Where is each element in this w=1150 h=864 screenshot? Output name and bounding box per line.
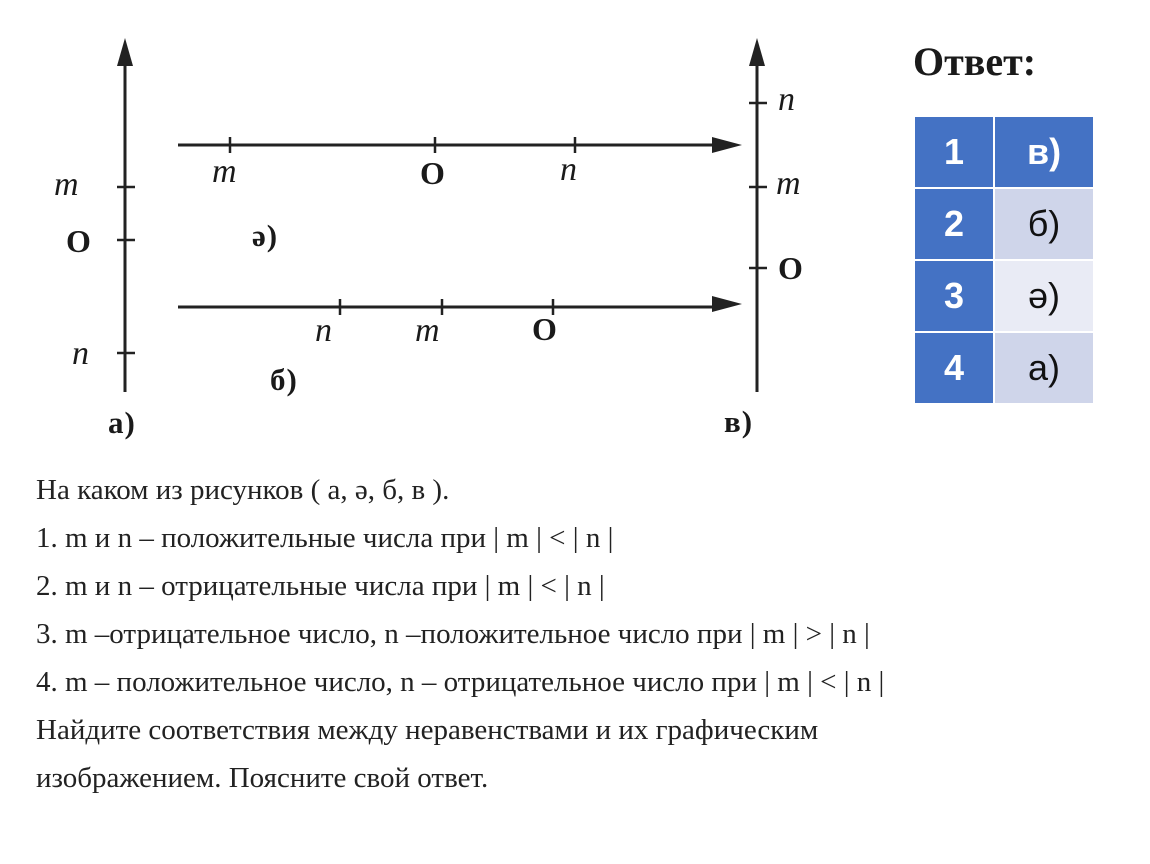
axis-a-arrow: [117, 38, 133, 66]
axis-v: [724, 38, 803, 439]
axis-v-label-n: n: [778, 81, 795, 118]
axis-schwa-caption: ә): [252, 218, 279, 253]
answer-table: [913, 115, 1095, 405]
axis-a-caption: а): [108, 405, 136, 440]
axis-schwa-arrow: [712, 137, 742, 153]
answer-row-number: 1: [914, 116, 994, 188]
answer-row-number: 2: [914, 188, 994, 260]
axis-a: [54, 38, 136, 440]
axis-v-label-m: m: [776, 165, 801, 202]
axis-schwa-label-m: m: [212, 153, 237, 190]
axis-b: [178, 296, 742, 397]
task-line: 2. m и n – отрицательные числа при | m | < | n |: [36, 570, 605, 602]
axis-b-label-0: O: [532, 311, 557, 347]
answer-row-value: б): [994, 188, 1094, 260]
answer-row-value: в): [994, 116, 1094, 188]
axis-schwa-label-0: O: [420, 155, 445, 191]
axis-v-label-0: O: [778, 250, 803, 286]
axis-b-arrow: [712, 296, 742, 312]
axis-b-label-m: m: [415, 312, 440, 349]
task-line: Найдите соответствия между неравенствами и их графическим: [36, 714, 819, 746]
task-line: 4. m – положительное число, n – отрицательное число при | m | < | n |: [36, 666, 885, 698]
axis-schwa: [178, 137, 742, 253]
task-line: 3. m –отрицательное число, n –положительное число при | m | > | n |: [36, 618, 870, 650]
axis-schwa-label-n: n: [560, 151, 577, 188]
task-line: На каком из рисунков ( а, ә, б, в ).: [36, 474, 450, 506]
number-lines-figure: [0, 0, 860, 450]
axis-v-arrow: [749, 38, 765, 66]
answer-row: [914, 188, 1094, 260]
axis-a-label-n: n: [72, 335, 89, 372]
answer-row: [914, 260, 1094, 332]
answer-row-value: а): [994, 332, 1094, 404]
answer-title: Ответ:: [913, 39, 1037, 84]
answer-row-value: ә): [994, 260, 1094, 332]
task-line: 1. m и n – положительные числа при | m | < | n |: [36, 522, 614, 554]
answer-row: [914, 332, 1094, 404]
answer-row: [914, 116, 1094, 188]
axis-a-label-0: O: [66, 223, 91, 259]
axis-b-label-n: n: [315, 312, 332, 349]
task-line: изображением. Поясните свой ответ.: [36, 762, 489, 794]
axis-b-caption: б): [270, 362, 298, 397]
answer-row-number: 3: [914, 260, 994, 332]
task-text: [36, 466, 1136, 802]
axis-a-label-m: m: [54, 166, 79, 203]
answer-row-number: 4: [914, 332, 994, 404]
axis-v-caption: в): [724, 404, 754, 439]
